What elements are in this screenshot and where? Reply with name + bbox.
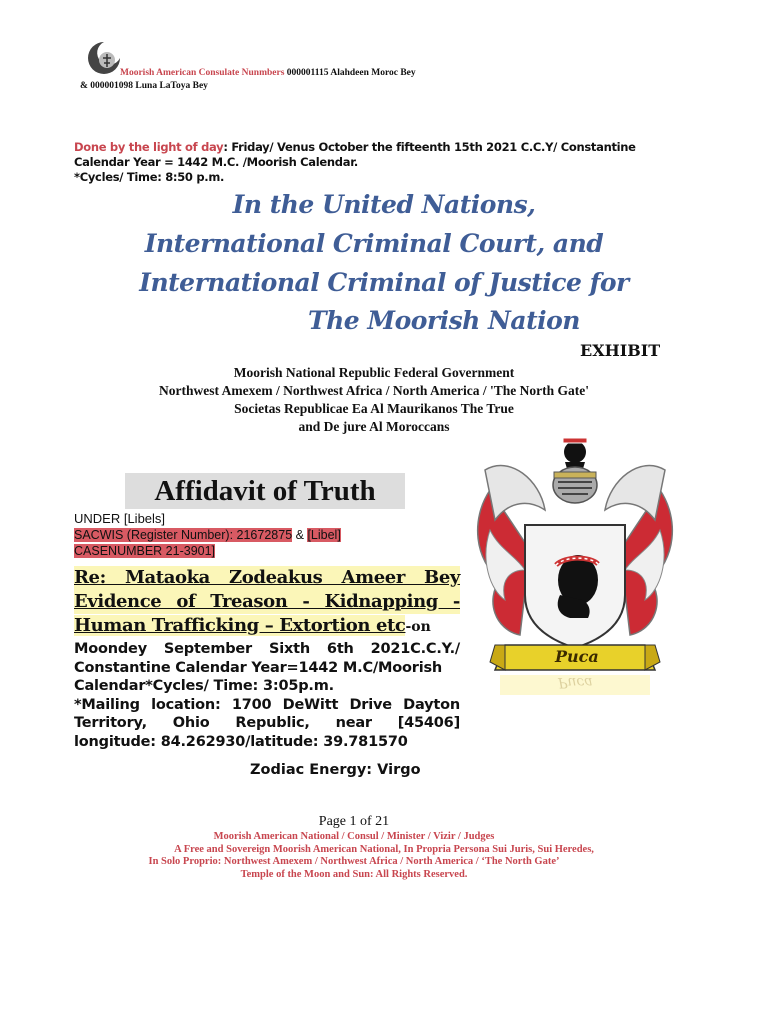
done-cycles: *Cycles/ Time: 8:50 p.m. bbox=[74, 170, 225, 184]
affidavit-body bbox=[74, 640, 460, 751]
under-libels: UNDER [Libels] bbox=[74, 511, 166, 526]
re-subject-block bbox=[74, 566, 460, 639]
case-number: CASENUMBER 21-3901] bbox=[74, 544, 216, 558]
done-label: Done by the light of day bbox=[74, 140, 224, 154]
motto-reflection: Puca bbox=[558, 674, 593, 690]
government-line-1: Moorish National Republic Federal Government bbox=[233, 365, 515, 380]
consulate-numbers-line bbox=[120, 68, 416, 78]
title-line-1: In the United Nations, bbox=[232, 190, 536, 219]
title-line-2: International Criminal Court, and bbox=[144, 229, 604, 258]
sacwis-amp: & bbox=[292, 528, 308, 542]
affidavit-title: Affidavit of Truth bbox=[125, 473, 405, 509]
government-line-3: Societas Republicae Ea Al Maurikanos The True bbox=[234, 401, 514, 416]
footer-line-4: Temple of the Moon and Sun: All Rights Reserved. bbox=[240, 868, 468, 880]
title-line-3: International Criminal of Justice for bbox=[139, 268, 629, 297]
body-line-1: Moondey September Sixth 6th 2021C.C.Y./ bbox=[74, 641, 460, 657]
footer-line-2: A Free and Sovereign Moorish American National, In Propria Persona Sui Juris, Sui Heredes, bbox=[174, 843, 594, 855]
sacwis-block bbox=[74, 527, 341, 559]
consulate-label: Moorish American Consulate Nunmbers bbox=[120, 68, 285, 78]
re-on: -on bbox=[405, 619, 431, 635]
exhibit-label: EXHIBIT bbox=[580, 341, 661, 360]
re-line-3: Human Trafficking – Extortion etc bbox=[74, 615, 406, 636]
body-line-6: longitude: 84.262930/latitude: 39.781570 bbox=[74, 733, 408, 750]
done-date-block bbox=[74, 140, 694, 185]
re-line-2: Evidence of Treason - Kidnapping - bbox=[74, 591, 460, 612]
sacwis-number: SACWIS (Register Number): 21672875 bbox=[74, 528, 293, 542]
motto-text: Puca bbox=[555, 647, 599, 666]
consulate-numbers-line-2: & 000001098 Luna LaToya Bey bbox=[80, 81, 208, 91]
libel-tag: [Libel] bbox=[307, 528, 341, 542]
consulate-numbers: 000001115 Alahdeen Moroc Bey bbox=[284, 68, 416, 78]
footer-block bbox=[0, 831, 738, 881]
body-line-5: Territory, Ohio Republic, near [45406] bbox=[74, 715, 460, 731]
footer-line-3: In Solo Proprio: Northwest Amexem / Northwest Africa / North America / ‘The North Gate’ bbox=[148, 856, 560, 867]
title-line-4: The Moorish Nation bbox=[308, 306, 580, 335]
zodiac-energy: Zodiac Energy: Virgo bbox=[250, 762, 421, 778]
done-text: : Friday/ Venus October the fifteenth 15th 2021 C.C.Y/ Constantine Calendar Year = 1442 M.C. /Moorish Calendar. bbox=[74, 140, 636, 169]
re-line-1: Re: Mataoka Zodeakus Ameer Bey bbox=[74, 567, 460, 588]
body-line-3: Calendar*Cycles/ Time: 3:05p.m. bbox=[74, 678, 334, 694]
body-line-2: Constantine Calendar Year=1442 M.C/Moorish bbox=[74, 659, 443, 676]
footer-line-1: Moorish American National / Consul / Minister / Vizir / Judges bbox=[213, 831, 495, 842]
body-line-4: *Mailing location: 1700 DeWitt Drive Dayton bbox=[74, 696, 460, 713]
government-line-4: and De jure Al Moroccans bbox=[298, 419, 450, 434]
consulate-logo-icon bbox=[86, 40, 122, 76]
government-block bbox=[0, 364, 768, 436]
government-line-2: Northwest Amexem / Northwest Africa / North America / 'The North Gate' bbox=[158, 383, 590, 398]
page-number: Page 1 of 21 bbox=[318, 814, 390, 829]
